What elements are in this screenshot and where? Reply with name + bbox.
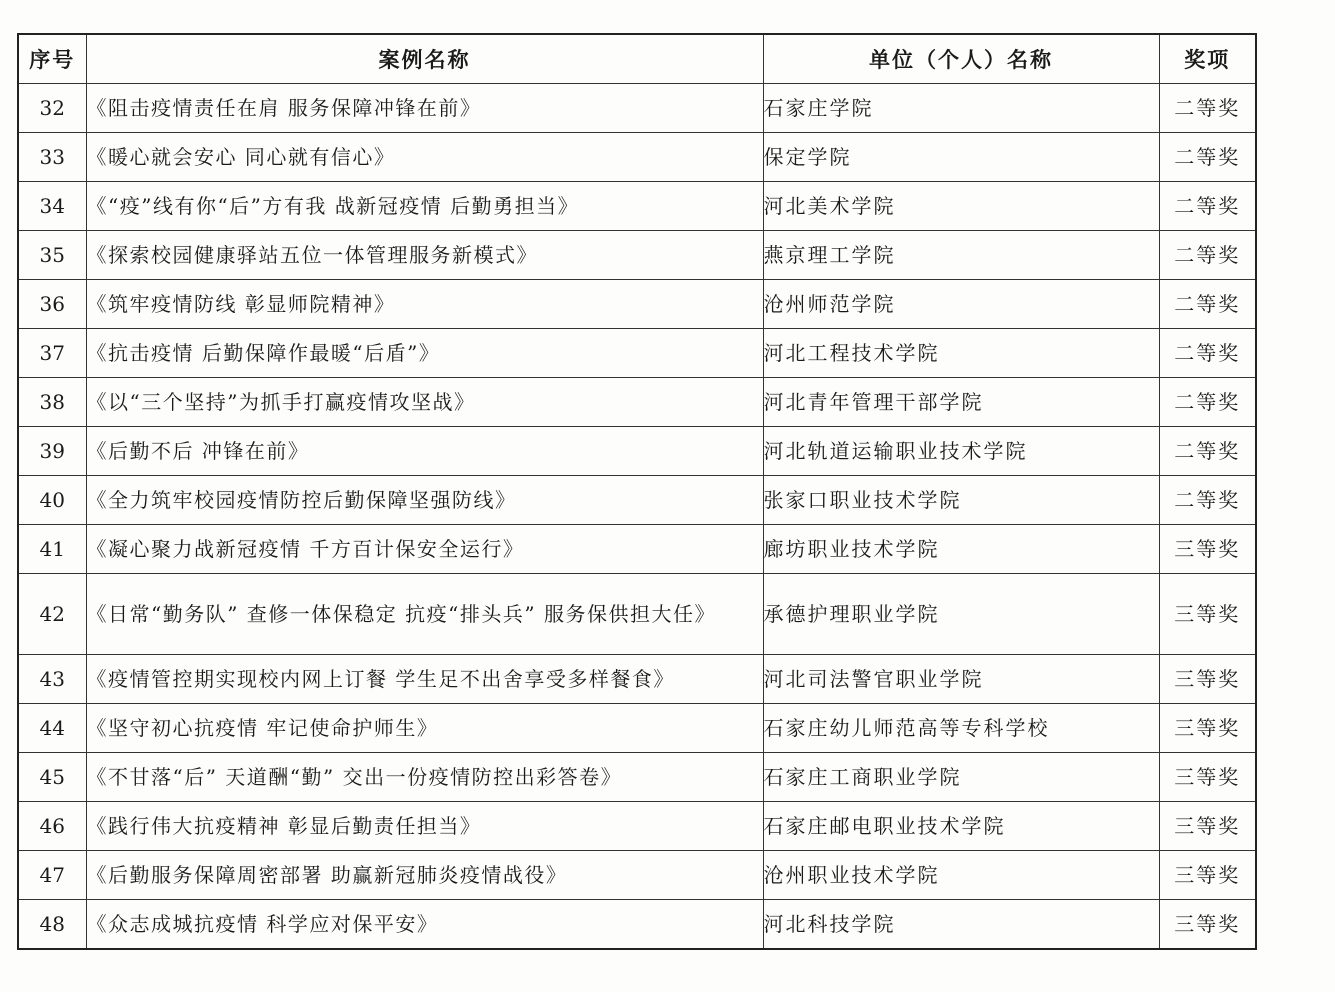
row-index: 39 [18, 427, 86, 476]
table-row [18, 378, 1256, 427]
row-unit-name: 石家庄工商职业学院 [763, 753, 1159, 802]
row-award: 二等奖 [1159, 427, 1256, 476]
row-case-name: 《全力筑牢校园疫情防控后勤保障坚强防线》 [86, 476, 763, 525]
header-award: 奖项 [1159, 34, 1256, 84]
row-case-name: 《凝心聚力战新冠疫情 千方百计保安全运行》 [86, 525, 763, 574]
row-award: 三等奖 [1159, 574, 1256, 655]
row-index: 41 [18, 525, 86, 574]
row-unit-name: 河北轨道运输职业技术学院 [763, 427, 1159, 476]
row-case-name: 《后勤服务保障周密部署 助赢新冠肺炎疫情战役》 [86, 851, 763, 900]
row-index: 36 [18, 280, 86, 329]
row-award: 三等奖 [1159, 851, 1256, 900]
row-index: 43 [18, 655, 86, 704]
row-unit-name: 河北科技学院 [763, 900, 1159, 950]
row-award: 三等奖 [1159, 753, 1256, 802]
table-row [18, 704, 1256, 753]
table-row [18, 280, 1256, 329]
table-row [18, 525, 1256, 574]
award-list-sheet [17, 33, 1255, 950]
row-unit-name: 石家庄幼儿师范高等专科学校 [763, 704, 1159, 753]
row-award: 二等奖 [1159, 476, 1256, 525]
row-award: 二等奖 [1159, 280, 1256, 329]
row-unit-name: 张家口职业技术学院 [763, 476, 1159, 525]
row-index: 46 [18, 802, 86, 851]
row-unit-name: 河北美术学院 [763, 182, 1159, 231]
row-award: 二等奖 [1159, 182, 1256, 231]
table-row [18, 182, 1256, 231]
row-index: 42 [18, 574, 86, 655]
table-row [18, 802, 1256, 851]
table-row [18, 84, 1256, 133]
row-award: 三等奖 [1159, 704, 1256, 753]
row-index: 44 [18, 704, 86, 753]
table-row [18, 574, 1256, 655]
row-unit-name: 沧州师范学院 [763, 280, 1159, 329]
award-table [17, 33, 1257, 950]
row-index: 45 [18, 753, 86, 802]
row-case-name: 《后勤不后 冲锋在前》 [86, 427, 763, 476]
row-case-name: 《探索校园健康驿站五位一体管理服务新模式》 [86, 231, 763, 280]
row-unit-name: 保定学院 [763, 133, 1159, 182]
table-row [18, 329, 1256, 378]
table-row [18, 427, 1256, 476]
row-case-name: 《日常“勤务队” 查修一体保稳定 抗疫“排头兵” 服务保供担大任》 [86, 574, 763, 655]
table-row [18, 753, 1256, 802]
row-case-name: 《抗击疫情 后勤保障作最暖“后盾”》 [86, 329, 763, 378]
row-case-name: 《践行伟大抗疫精神 彰显后勤责任担当》 [86, 802, 763, 851]
header-case-name: 案例名称 [86, 34, 763, 84]
table-row [18, 476, 1256, 525]
table-row [18, 851, 1256, 900]
table-row [18, 655, 1256, 704]
table-row [18, 900, 1256, 950]
row-case-name: 《众志成城抗疫情 科学应对保平安》 [86, 900, 763, 950]
table-row [18, 231, 1256, 280]
row-case-name: 《坚守初心抗疫情 牢记使命护师生》 [86, 704, 763, 753]
row-index: 38 [18, 378, 86, 427]
row-award: 三等奖 [1159, 655, 1256, 704]
header-unit-name: 单位（个人）名称 [763, 34, 1159, 84]
row-case-name: 《“疫”线有你“后”方有我 战新冠疫情 后勤勇担当》 [86, 182, 763, 231]
row-index: 40 [18, 476, 86, 525]
row-case-name: 《暖心就会安心 同心就有信心》 [86, 133, 763, 182]
row-award: 三等奖 [1159, 802, 1256, 851]
row-index: 33 [18, 133, 86, 182]
row-award: 二等奖 [1159, 329, 1256, 378]
row-index: 48 [18, 900, 86, 950]
row-award: 三等奖 [1159, 525, 1256, 574]
row-unit-name: 河北青年管理干部学院 [763, 378, 1159, 427]
row-case-name: 《阻击疫情责任在肩 服务保障冲锋在前》 [86, 84, 763, 133]
row-award: 二等奖 [1159, 133, 1256, 182]
row-award: 二等奖 [1159, 378, 1256, 427]
row-unit-name: 石家庄学院 [763, 84, 1159, 133]
header-index: 序号 [18, 34, 86, 84]
table-header-row [18, 34, 1256, 84]
row-award: 二等奖 [1159, 84, 1256, 133]
row-case-name: 《疫情管控期实现校内网上订餐 学生足不出舍享受多样餐食》 [86, 655, 763, 704]
row-index: 47 [18, 851, 86, 900]
row-index: 37 [18, 329, 86, 378]
row-unit-name: 承德护理职业学院 [763, 574, 1159, 655]
row-unit-name: 河北司法警官职业学院 [763, 655, 1159, 704]
row-unit-name: 沧州职业技术学院 [763, 851, 1159, 900]
row-award: 三等奖 [1159, 900, 1256, 950]
row-case-name: 《不甘落“后” 天道酬“勤” 交出一份疫情防控出彩答卷》 [86, 753, 763, 802]
row-unit-name: 石家庄邮电职业技术学院 [763, 802, 1159, 851]
row-case-name: 《筑牢疫情防线 彰显师院精神》 [86, 280, 763, 329]
row-index: 35 [18, 231, 86, 280]
table-body [18, 84, 1256, 950]
row-unit-name: 河北工程技术学院 [763, 329, 1159, 378]
row-unit-name: 燕京理工学院 [763, 231, 1159, 280]
table-row [18, 133, 1256, 182]
row-award: 二等奖 [1159, 231, 1256, 280]
row-index: 32 [18, 84, 86, 133]
row-case-name: 《以“三个坚持”为抓手打赢疫情攻坚战》 [86, 378, 763, 427]
row-unit-name: 廊坊职业技术学院 [763, 525, 1159, 574]
row-index: 34 [18, 182, 86, 231]
